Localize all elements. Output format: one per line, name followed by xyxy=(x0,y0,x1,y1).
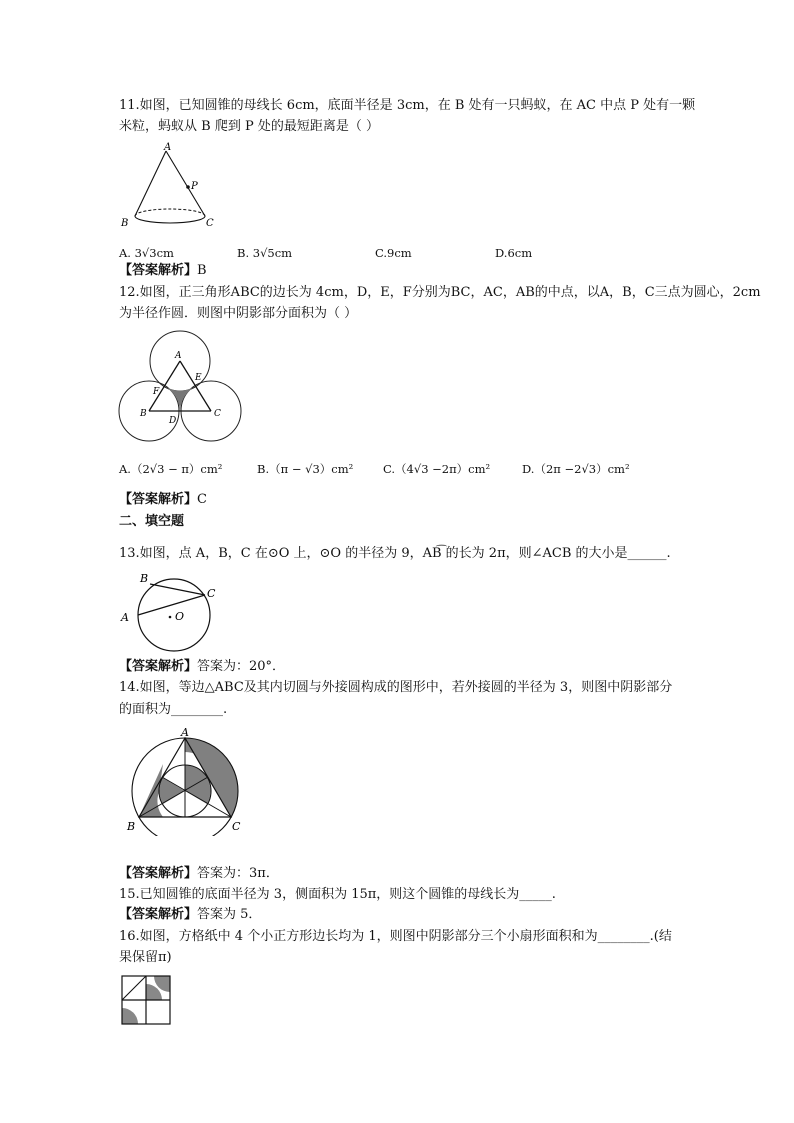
q14-text-line1: 14.如图，等边△ABC及其内切圆与外接圆构成的图形中，若外接圆的半径为 3，则图中阴影部分 xyxy=(119,680,673,695)
q12-label-a: A xyxy=(175,351,182,361)
q11-option-c: C.9cm xyxy=(375,246,412,260)
q11-label-p: P xyxy=(191,181,198,192)
q13-circle-figure xyxy=(118,570,222,658)
q13-answer-tag: 【答案解析】 xyxy=(119,659,198,674)
q12-three-circles-figure xyxy=(118,330,244,442)
q12-label-c: C xyxy=(214,409,221,419)
q11-label-b: B xyxy=(121,218,129,229)
q13-answer xyxy=(119,659,285,675)
section-heading-fill-in: 二、填空题 xyxy=(119,514,185,529)
q12-option-c: C.（4√3 −2π）cm² xyxy=(383,462,491,476)
q12-option-d: D.（2π −2√3）cm² xyxy=(522,462,630,476)
q12-option-a: A.（2√3 − π）cm² xyxy=(119,462,223,476)
q14-text-line2: 的面积为________. xyxy=(119,702,228,717)
q11-cone-figure xyxy=(118,140,218,232)
q11-answer xyxy=(119,263,207,279)
q13-label-c: C xyxy=(207,587,216,600)
q12-answer-value: C xyxy=(197,492,207,507)
q14-label-a: A xyxy=(181,726,189,739)
q11-label-c: C xyxy=(206,218,214,229)
q12-text-line2: 为半径作圆．则图中阴影部分面积为（ ） xyxy=(119,306,358,321)
q11-option-b: B. 3√5cm xyxy=(237,246,293,260)
q11-text-line1: 11.如图，已知圆锥的母线长 6cm，底面半径是 3cm，在 B 处有一只蚂蚁，在 AC 中点 P 处有一颗 xyxy=(119,98,696,113)
q12-label-b: B xyxy=(140,409,147,419)
q11-answer-value: B xyxy=(197,263,207,278)
q12-answer xyxy=(119,492,207,508)
q16-grid-figure xyxy=(121,975,173,1027)
q14-triangle-circles-figure xyxy=(118,726,252,836)
q13-label-o: O xyxy=(175,610,185,623)
q15-text-line1: 15.已知圆锥的底面半径为 3，侧面积为 15π，则这个圆锥的母线长为_____. xyxy=(119,887,556,902)
q16-text-line1: 16.如图，方格纸中 4 个小正方形边长均为 1，则图中阴影部分三个小扇形面积和为________.(结 xyxy=(119,929,672,944)
q11-label-a: A xyxy=(164,142,172,153)
q11-text-line2: 米粒，蚂蚁从 B 爬到 P 处的最短距离是（ ） xyxy=(119,119,379,134)
q12-answer-tag: 【答案解析】 xyxy=(119,492,198,507)
q14-answer xyxy=(119,866,279,882)
q15-answer-tag: 【答案解析】 xyxy=(119,907,198,922)
q14-answer-tag: 【答案解析】 xyxy=(119,866,198,881)
q11-option-a: A. 3√3cm xyxy=(119,246,174,260)
q13-answer-value: 答案为：20°． xyxy=(197,659,286,674)
q16-text-line2: 果保留π) xyxy=(119,950,172,965)
q13-label-b: B xyxy=(140,572,149,585)
q13-label-a: A xyxy=(121,611,129,624)
q12-label-f: F xyxy=(153,387,160,397)
q12-label-e: E xyxy=(195,373,202,383)
q11-option-d: D.6cm xyxy=(495,246,533,260)
q12-label-d: D xyxy=(169,416,177,426)
q12-text-line1: 12.如图，正三角形ABC的边长为 4cm，D，E，F分别为BC，AC，AB的中点，以A，B，C三点为圆心，2cm xyxy=(119,285,761,300)
q12-option-b: B.（π − √3）cm² xyxy=(257,462,354,476)
q15-answer-value: 答案为 5． xyxy=(197,907,262,922)
q13-text-line1: 13.如图，点 A，B，C 在⊙O 上，⊙O 的半径为 9，AB͡ 的长为 2π，则∠ACB 的大小是______. xyxy=(119,546,671,561)
q15-answer xyxy=(119,907,261,923)
q11-answer-tag: 【答案解析】 xyxy=(119,263,198,278)
q14-answer-value: 答案为：3π． xyxy=(197,866,279,881)
q14-label-c: C xyxy=(232,820,241,833)
q14-label-b: B xyxy=(127,820,136,833)
